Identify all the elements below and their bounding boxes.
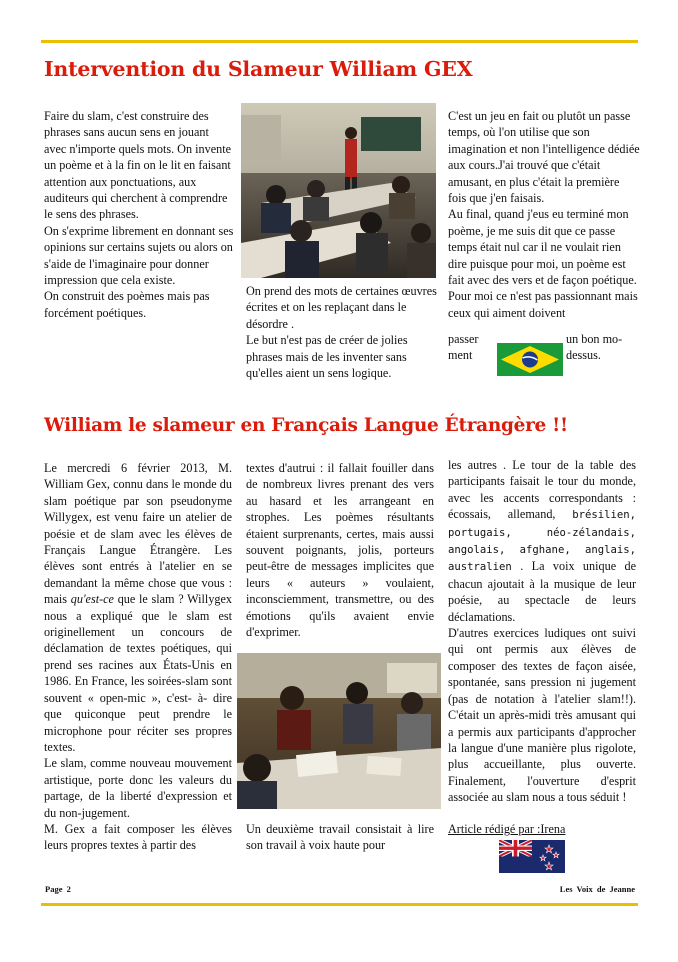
section2-col2-para: textes d'autrui : il fallait fouiller dans de nombreux livres prenant des vers au hasard et les arrangeant en strophes. Les poèmes résultants étaient surprenants, certes, mais aussi souvent poignants, jolis, porteurs peut-être de messages implicites que leurs « auteurs » voulaient, inconsciemment, transmettre, ou des émotions qu'ils avaient envie d'exprimer. [246,461,434,640]
section2-title: William le slameur en Français Langue Étrangère !! [44,415,568,436]
section2-col3-para1 [448,457,636,625]
section1-col3-para: C'est un jeu en fait ou plutôt un passe temps, où l'on utilise que son imagination et non l'intelligence dédiée aux cours.J'ai trouvé que c'était amusant, en plus c'était la première fois que j'en faisais. [448,109,640,206]
brazil-flag-icon [497,343,563,376]
text-run: les autres . Le tour de la table des participants faisait le tour du monde, avec les accents correspondants : écossais, allemand, [448,458,636,522]
workshop-photo-1 [241,103,436,278]
workshop-photo-2 [237,653,441,809]
section2-col2-para-bottom: Un deuxième travail consistait à lire son travail à voix haute pour [246,822,434,853]
section1-col3-para: Pour moi ce n'est pas passionnant mais ceux qui aiment doivent [448,289,638,320]
section1-col1-para: Faire du slam, c'est construire des phrases sans aucun sens en jouant avec n'importe quels mots. On invente un poème et à la fin on le lit en faisant attention aux ponctuations, aux auditeurs qui cherchent à comprendre le sens des phrases. [44,109,231,222]
new-zealand-flag-icon [499,840,565,873]
section2-column2 [246,460,434,640]
section1-column1 [44,108,234,321]
section2-column1 [44,460,232,854]
italic-run: qu'est-ce [70,592,114,607]
text-run: que le slam ? Willygex nous a expliqué que le slam est originellement un concours de déclamation de textes poétiques, qui prend ses racines aux États-Unis en 1986. En France, les soirées-slam sont souvent « open-mic », c'est- à- dire que quiconque peut prendre le microphone pour réciter ses propres textes. [44,592,233,754]
flag-line-right-2: dessus. [566,348,601,362]
article-signature: Article rédigé par :Irena [448,822,566,836]
section2-column3 [448,457,636,806]
students-reading-photo-illustration [237,653,441,809]
journal-name: Les Voix de Jeanne [559,884,635,894]
section1-col1-para: On construit des poèmes mais pas forcément poétiques. [44,289,210,320]
text-run: Le mercredi 6 février 2013, M. William Gex, connu dans le monde du slam poétique par son pseudonyme Willygex, est venu faire un atelier de poésie et de slam avec les élèves de Français Langue Étrangère. Les élèves sont entrés à l'atelier en se demandant la même chose que vous : mais [44,461,232,607]
section1-col3-para: Au final, quand j'eus eu terminé mon poème, je me suis dit que ce passe temps était nul car il ne voulait rien dire puisque pour moi, un poème est fait avec des vers et de façon poétique. [448,207,637,288]
section1-column3 [448,108,640,321]
caption-para: Le but n'est pas de créer de jolies phrases mais de les inventer sans qu'elles aient un sens logique. [246,333,408,381]
section1-title: Intervention du Slameur William GEX [44,57,473,81]
section2-column2-bottom [246,821,434,854]
section2-col1-para1 [44,460,232,755]
section1-col1-para: On s'exprime librement en donnant ses opinions sur certains sujets ou alors on s'aide de l'imaginaire pour donner impression que cela existe. [44,223,234,288]
section1-photo-caption [246,283,438,381]
page-number: Page 2 [45,884,71,894]
top-rule [41,40,638,43]
section2-col1-para3: M. Gex a fait composer les élèves leurs propres textes à partir des [44,821,232,853]
flag-line-left-2: ment [448,348,473,362]
flag-line-right-1: un bon mo- [566,332,623,346]
text-run: brésilien, portugais, néo-zélandais, angolais, afghane, anglais, australien [448,509,637,574]
classroom-photo-illustration [241,103,436,278]
flag-line-left-1: passer [448,332,479,346]
text-run: . La voix unique de chacun ajoutait à la musique de leur poésie, au spectacle de leurs déclamations. [448,559,637,624]
section2-col1-para2: Le slam, comme nouveau mouvement artistique, porte donc les valeurs du partage, de la liberté d'expression et du non-jugement. [44,756,232,820]
caption-para: On prend des mots de certaines œuvres écrites et on les replaçant dans le désordre . [246,284,437,331]
bottom-rule [41,903,638,906]
section2-col3-para2: D'autres exercices ludiques ont suivi qui ont permis aux élèves de composer des textes de façon aisée, spontanée, sans pression ni jugement (pas de notation à l'atelier slam!!). C'était un après-midi très amusant qui a permis aux participants d'approcher la langue d'une manière plus rigolote, plus accueillante, plus ouverte. Finalement, l'ouverture d'esprit associée au slam nous a tous séduit ! [448,626,636,805]
